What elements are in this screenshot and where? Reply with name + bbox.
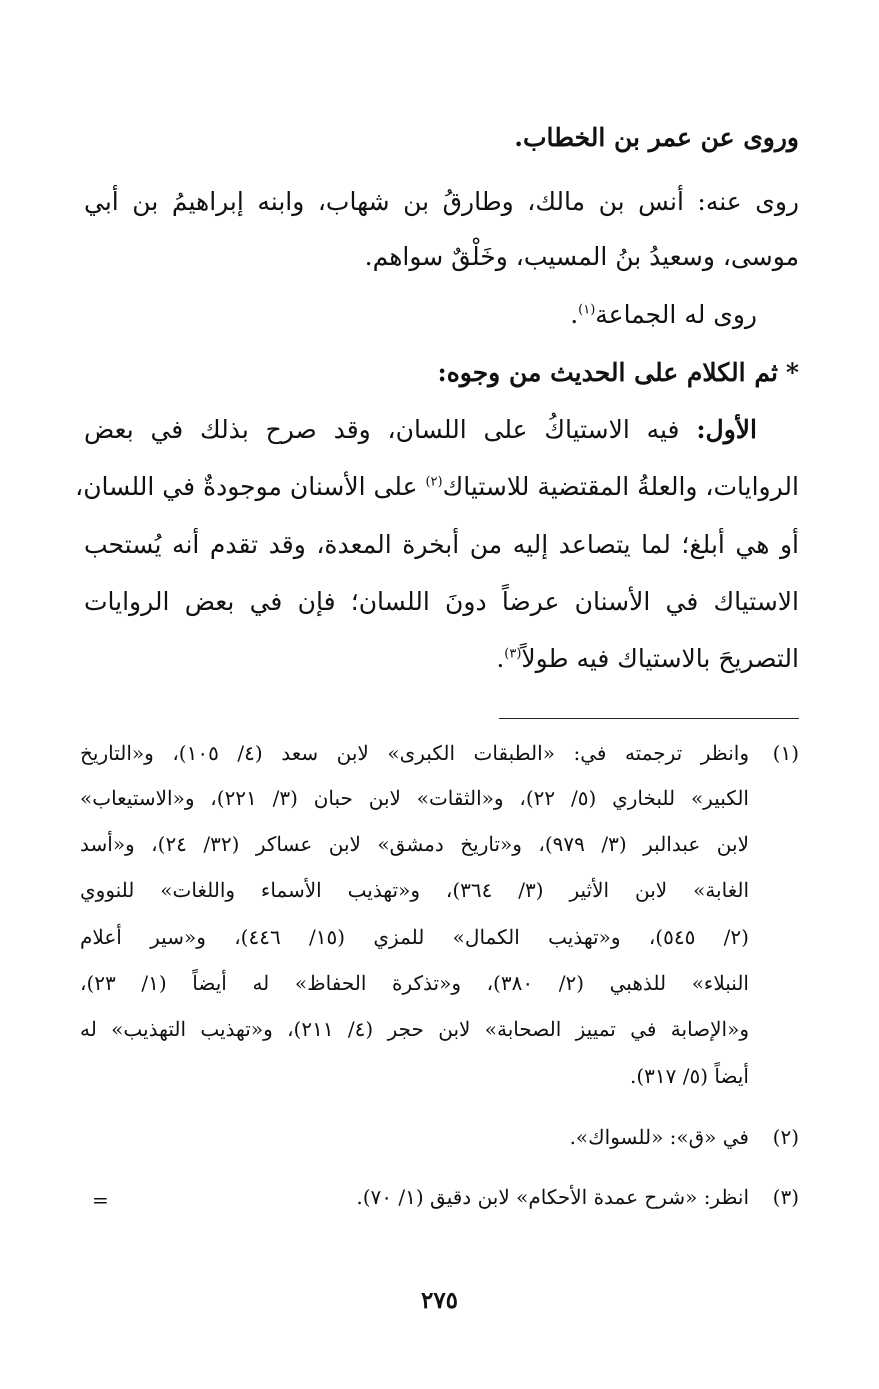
text-line: أو هي أبلغ؛ لما يتصاعد إليه من أبخرة المعدة، وقد تقدم أنه يُستحب [84, 530, 799, 559]
page-number: ٢٧٥ [420, 1287, 459, 1314]
footnote-line: انظر: «شرح عمدة الأحكام» لابن دقيق (١/ ٧٠). [356, 1185, 749, 1209]
footnote-number: (٢) [772, 1125, 799, 1149]
text-line [84, 415, 757, 444]
text-line: وروى عن عمر بن الخطاب. [514, 123, 799, 152]
text-line: الاستياك في الأسنان عرضاً دونَ اللسان؛ فإن في بعض الروايات [84, 587, 799, 616]
text-line: روى عنه: أنس بن مالك، وطارقُ بن شهاب، وابنه إبراهيمُ بن أبي [84, 187, 799, 216]
text-segment: روى له الجماعة [595, 300, 757, 329]
footnote-line: و«الإصابة في تمييز الصحابة» لابن حجر (٤/ ٢١١)، و«تهذيب التهذيب» له [80, 1017, 750, 1041]
section-heading [437, 358, 799, 387]
text-segment: التصريحَ بالاستياك فيه طولاً [521, 644, 799, 673]
text-segment: على الأسنان موجودةٌ في اللسان، [75, 472, 418, 501]
footnote-ref: (١) [578, 302, 596, 318]
footnote-divider [499, 718, 799, 719]
footnote-number: (٣) [772, 1185, 799, 1209]
footnote-ref: (٣) [504, 646, 522, 662]
footnote-number: (١) [772, 741, 799, 765]
footnote-line: النبلاء» للذهبي (٢/ ٣٨٠)، و«تذكرة الحفاظ» له أيضاً (١/ ٢٣)، [80, 971, 749, 995]
text-line [496, 644, 799, 673]
asterisk-icon: * [785, 358, 799, 387]
footnote-line: أيضاً (٥/ ٣١٧). [630, 1064, 749, 1088]
text-segment: الروايات، والعلةُ المقتضية للاستياك [442, 472, 799, 501]
footnote-line: الغابة» لابن الأثير (٣/ ٣٦٤)، و«تهذيب الأسماء واللغات» للنووي [80, 878, 749, 902]
punctuation: . [570, 300, 579, 329]
heading-text: ثم الكلام على الحديث من وجوه: [437, 358, 778, 387]
footnote-line: في «ق»: «للسواك». [569, 1125, 749, 1149]
point-label: الأول: [696, 415, 757, 444]
text-line: موسى، وسعيدُ بنُ المسيب، وخَلْقٌ سواهم. [364, 242, 799, 271]
text-line [570, 300, 757, 329]
footnote-ref: (٢) [425, 474, 443, 490]
footnote-line: وانظر ترجمته في: «الطبقات الكبرى» لابن سعد (٤/ ١٠٥)، و«التاريخ [80, 741, 749, 765]
punctuation: . [496, 644, 505, 673]
continuation-mark: = [92, 1188, 109, 1212]
footnote-line: الكبير» للبخاري (٥/ ٢٢)، و«الثقات» لابن حبان (٣/ ٢٢١)، و«الاستيعاب» [80, 786, 749, 810]
footnote-line: لابن عبدالبر (٣/ ٩٧٩)، و«تاريخ دمشق» لابن عساكر (٣٢/ ٢٤)، و«أسد [80, 832, 749, 856]
text-segment: فيه الاستياكُ على اللسان، وقد صرح بذلك في بعض [84, 415, 680, 444]
footnote-line: (٢/ ٥٤٥)، و«تهذيب الكمال» للمزي (١٥/ ٤٤٦)، و«سير أعلام [80, 925, 749, 949]
text-line [75, 472, 799, 501]
